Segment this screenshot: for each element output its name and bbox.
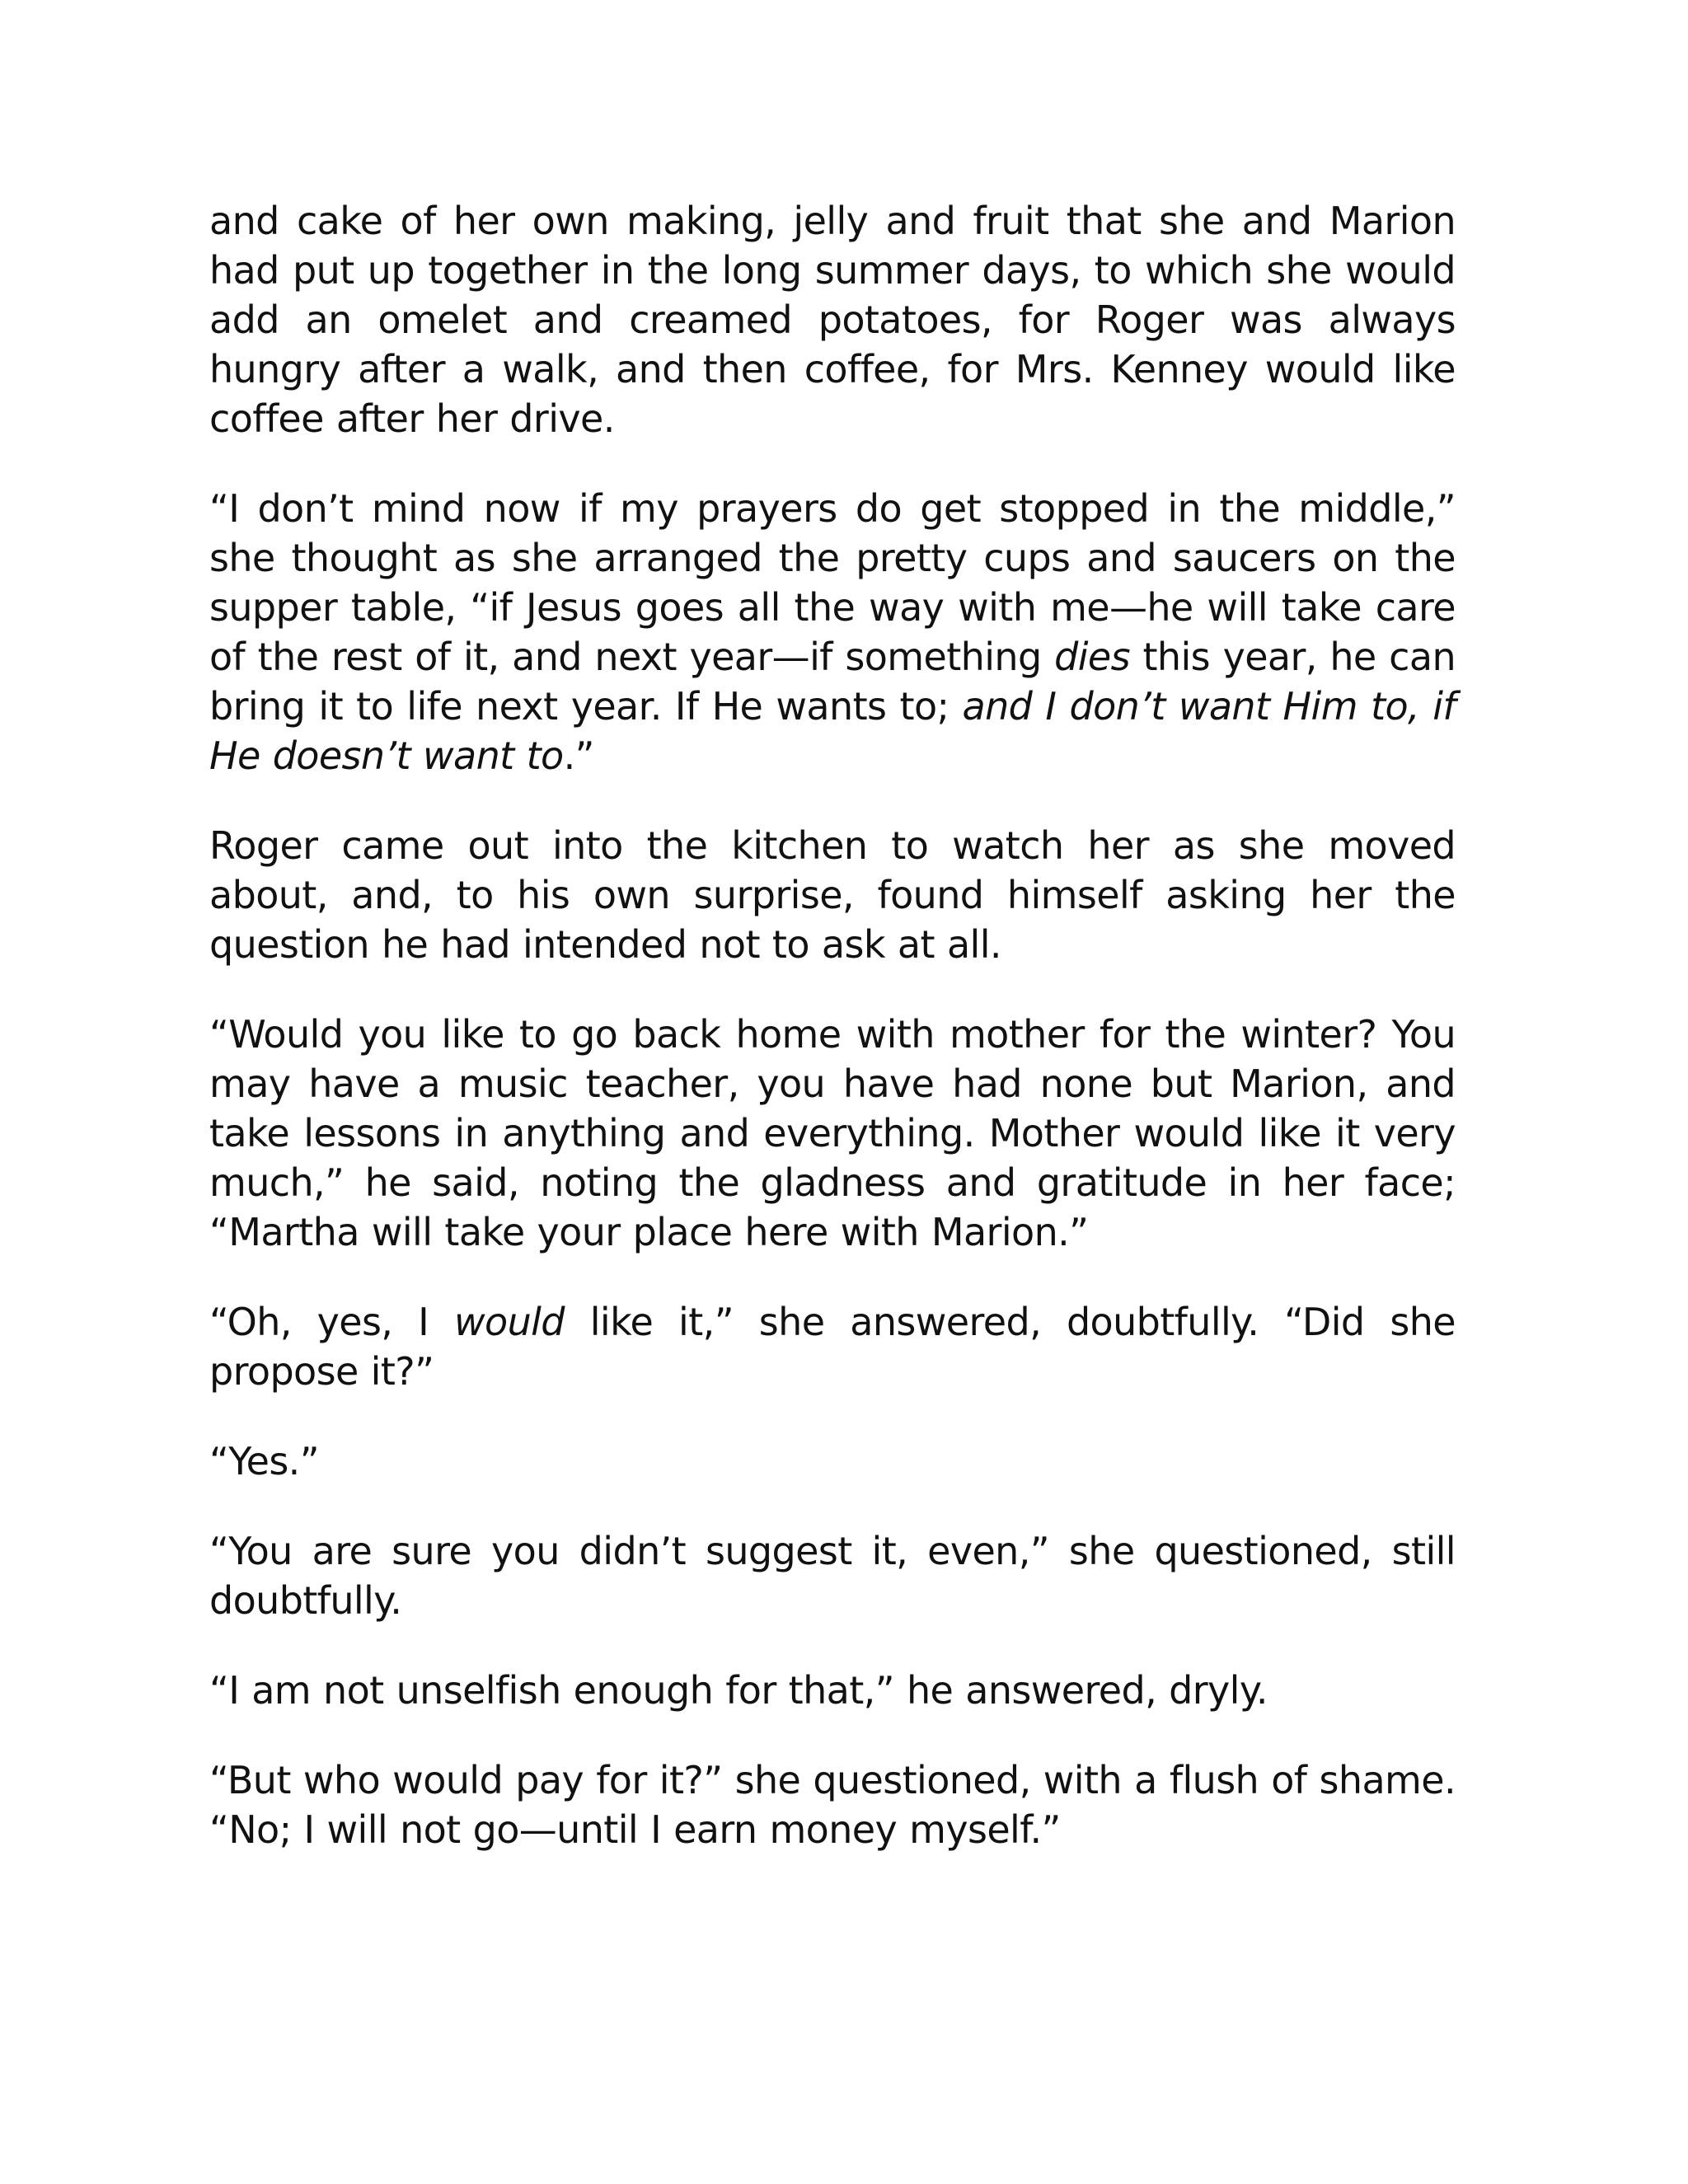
text-segment: “But who would pay for it?” she questioned, with a flush of shame. “No; I will not go—until I earn money myself.” (209, 1758, 1456, 1852)
text-segment: “You are sure you didn’t suggest it, even,” she questioned, still doubtfully. (209, 1529, 1456, 1623)
text-segment: and cake of her own making, jelly and fruit that she and Marion had put up together in the long summer days, to which she would add an omelet and creamed potatoes, for Roger was always hungry after a walk, and then coffee, for Mrs. Kenney would like coffee after her drive. (209, 199, 1456, 441)
paragraph (209, 821, 1456, 969)
text-segment: “I am not unselfish enough for that,” he answered, dryly. (209, 1668, 1268, 1713)
italic-text-segment: would (454, 1300, 565, 1344)
paragraph (209, 1436, 1456, 1486)
text-segment: “I don’t mind now if my prayers do get stopped in the middle,” she thought as she arranged the pretty cups and saucers on the supper table, “if Jesus goes all the way with me—he will take care of the rest of it, and next year—if something (209, 486, 1456, 679)
text-segment: Roger came out into the kitchen to watch her as she moved about, and, to his own surprise, found himself asking her the question he had intended not to ask at all. (209, 823, 1456, 967)
paragraph (209, 196, 1456, 443)
paragraph (209, 1666, 1456, 1715)
paragraph (209, 1297, 1456, 1396)
text-segment: “Would you like to go back home with mother for the winter? You may have a music teacher, you have had none but Marion, and take lessons in anything and everything. Mother would like it very much,” he said, noting the gladness and gratitude in her face; “Martha will take your place here with Marion.” (209, 1012, 1456, 1254)
italic-text-segment: dies (1054, 635, 1130, 679)
paragraph (209, 1526, 1456, 1625)
paragraph (209, 1755, 1456, 1854)
text-segment: “Oh, yes, I (209, 1300, 454, 1344)
paragraph (209, 1010, 1456, 1257)
document-page (209, 196, 1456, 1854)
italic-text-segment: and I don’t want Him to, if He doesn’t want to (209, 684, 1456, 778)
text-segment: this year, he can bring it to life next year. If He wants to; (209, 635, 1456, 729)
paragraph (209, 484, 1456, 780)
text-segment: “Yes.” (209, 1439, 319, 1483)
text-segment: like it,” she answered, doubtfully. “Did she propose it?” (209, 1300, 1456, 1394)
text-segment: .” (563, 733, 594, 778)
